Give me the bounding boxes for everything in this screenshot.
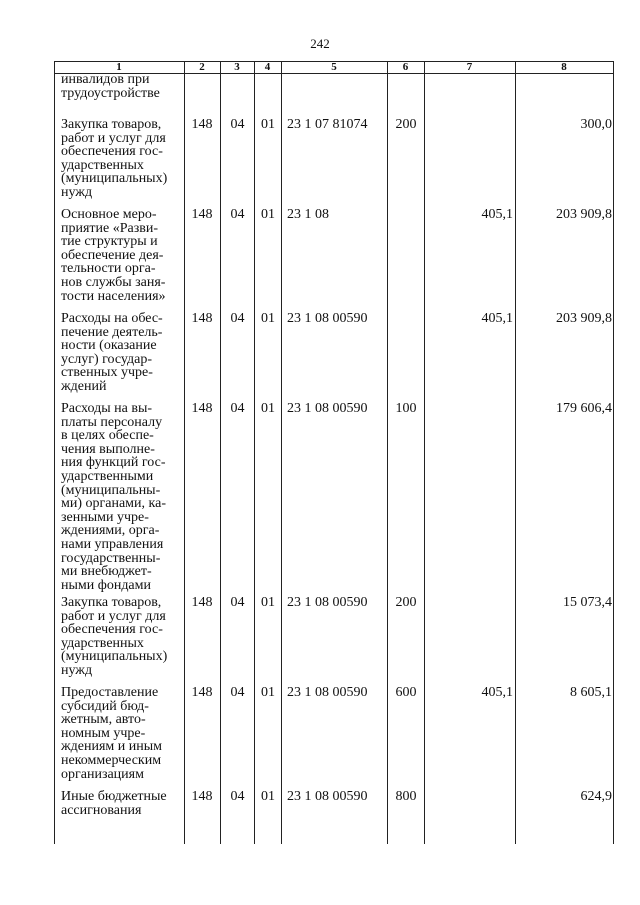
code-5: 23 1 08 00590 xyxy=(287,401,368,416)
row-name: Иные бюджетные ассигнования xyxy=(61,789,167,818)
code-4: 01 xyxy=(261,207,275,222)
amount-8: 15 073,4 xyxy=(563,595,612,610)
code-5: 23 1 08 00590 xyxy=(287,311,368,326)
code-6: 800 xyxy=(395,789,417,804)
column-header: 2 xyxy=(199,61,205,73)
code-3: 04 xyxy=(230,311,245,326)
column-rule xyxy=(387,61,388,844)
page-number: 242 xyxy=(310,36,330,51)
amount-7: 405,1 xyxy=(481,685,513,700)
code-4: 01 xyxy=(261,595,275,610)
amount-7: 405,1 xyxy=(481,207,513,222)
code-5: 23 1 08 00590 xyxy=(287,789,368,804)
code-3: 04 xyxy=(230,789,245,804)
code-5: 23 1 08 xyxy=(287,207,329,222)
row-name: Расходы на обес- печение деятель- ности (оказание услуг) государ- ственных учре- ждений xyxy=(61,311,163,394)
column-rule xyxy=(220,61,221,844)
row-name: Основное меро- приятие «Разви- тие структуры и обеспечение дея- тельности орга- нов службы заня- тости населения» xyxy=(61,207,166,304)
code-6: 200 xyxy=(395,117,417,132)
code-3: 04 xyxy=(230,595,245,610)
row-name: Расходы на вы- платы персоналу в целях обеспе- чения выполне- ния функций гос- ударственными (муниципальны- ми) органами, ка- зенными учре- ждениями, орга- нами управления государственны- ми внебюджет- ными фондами xyxy=(61,401,166,593)
column-rule xyxy=(515,61,516,844)
code-4: 01 xyxy=(261,117,275,132)
code-6: 200 xyxy=(395,595,417,610)
row-name: инвалидов при трудоустройстве xyxy=(61,72,160,101)
amount-8: 203 909,8 xyxy=(556,311,612,326)
code-2: 148 xyxy=(191,311,213,326)
column-header: 4 xyxy=(264,61,271,73)
code-5: 23 1 08 00590 xyxy=(287,595,368,610)
code-2: 148 xyxy=(191,595,213,610)
column-rule xyxy=(613,61,614,844)
code-2: 148 xyxy=(191,789,213,804)
amount-8: 300,0 xyxy=(580,117,612,132)
code-3: 04 xyxy=(230,401,245,416)
code-3: 04 xyxy=(230,117,245,132)
column-rule xyxy=(254,61,255,844)
amount-8: 179 606,4 xyxy=(556,401,612,416)
code-5: 23 1 07 81074 xyxy=(287,117,368,132)
column-rule xyxy=(281,61,282,844)
row-name: Закупка товаров, работ и услуг для обеспечения гос- ударственных (муниципальных) нужд xyxy=(61,595,168,678)
column-rule xyxy=(54,61,55,844)
column-header: 7 xyxy=(466,61,473,73)
amount-8: 203 909,8 xyxy=(556,207,612,222)
code-4: 01 xyxy=(261,401,275,416)
code-5: 23 1 08 00590 xyxy=(287,685,368,700)
code-3: 04 xyxy=(230,685,245,700)
column-header: 6 xyxy=(402,61,409,73)
column-header: 8 xyxy=(561,61,567,73)
row-name: Предоставление субсидий бюд- жетным, авто- номным учре- ждениям и иным некоммерческим организациям xyxy=(61,685,163,782)
column-header: 5 xyxy=(331,61,337,73)
code-4: 01 xyxy=(261,789,275,804)
budget-table xyxy=(54,61,614,844)
code-4: 01 xyxy=(261,685,275,700)
column-rule xyxy=(424,61,425,844)
code-2: 148 xyxy=(191,401,213,416)
column-rule xyxy=(184,61,185,844)
code-2: 148 xyxy=(191,207,213,222)
code-2: 148 xyxy=(191,117,213,132)
column-header: 1 xyxy=(116,61,122,73)
amount-8: 8 605,1 xyxy=(570,685,612,700)
code-2: 148 xyxy=(191,685,213,700)
amount-8: 624,9 xyxy=(580,789,612,804)
row-name: Закупка товаров, работ и услуг для обеспечения гос- ударственных (муниципальных) нужд xyxy=(61,117,168,200)
code-6: 600 xyxy=(395,685,417,700)
column-header: 3 xyxy=(234,61,240,73)
code-4: 01 xyxy=(261,311,275,326)
code-3: 04 xyxy=(230,207,245,222)
code-6: 100 xyxy=(395,401,417,416)
amount-7: 405,1 xyxy=(481,311,513,326)
